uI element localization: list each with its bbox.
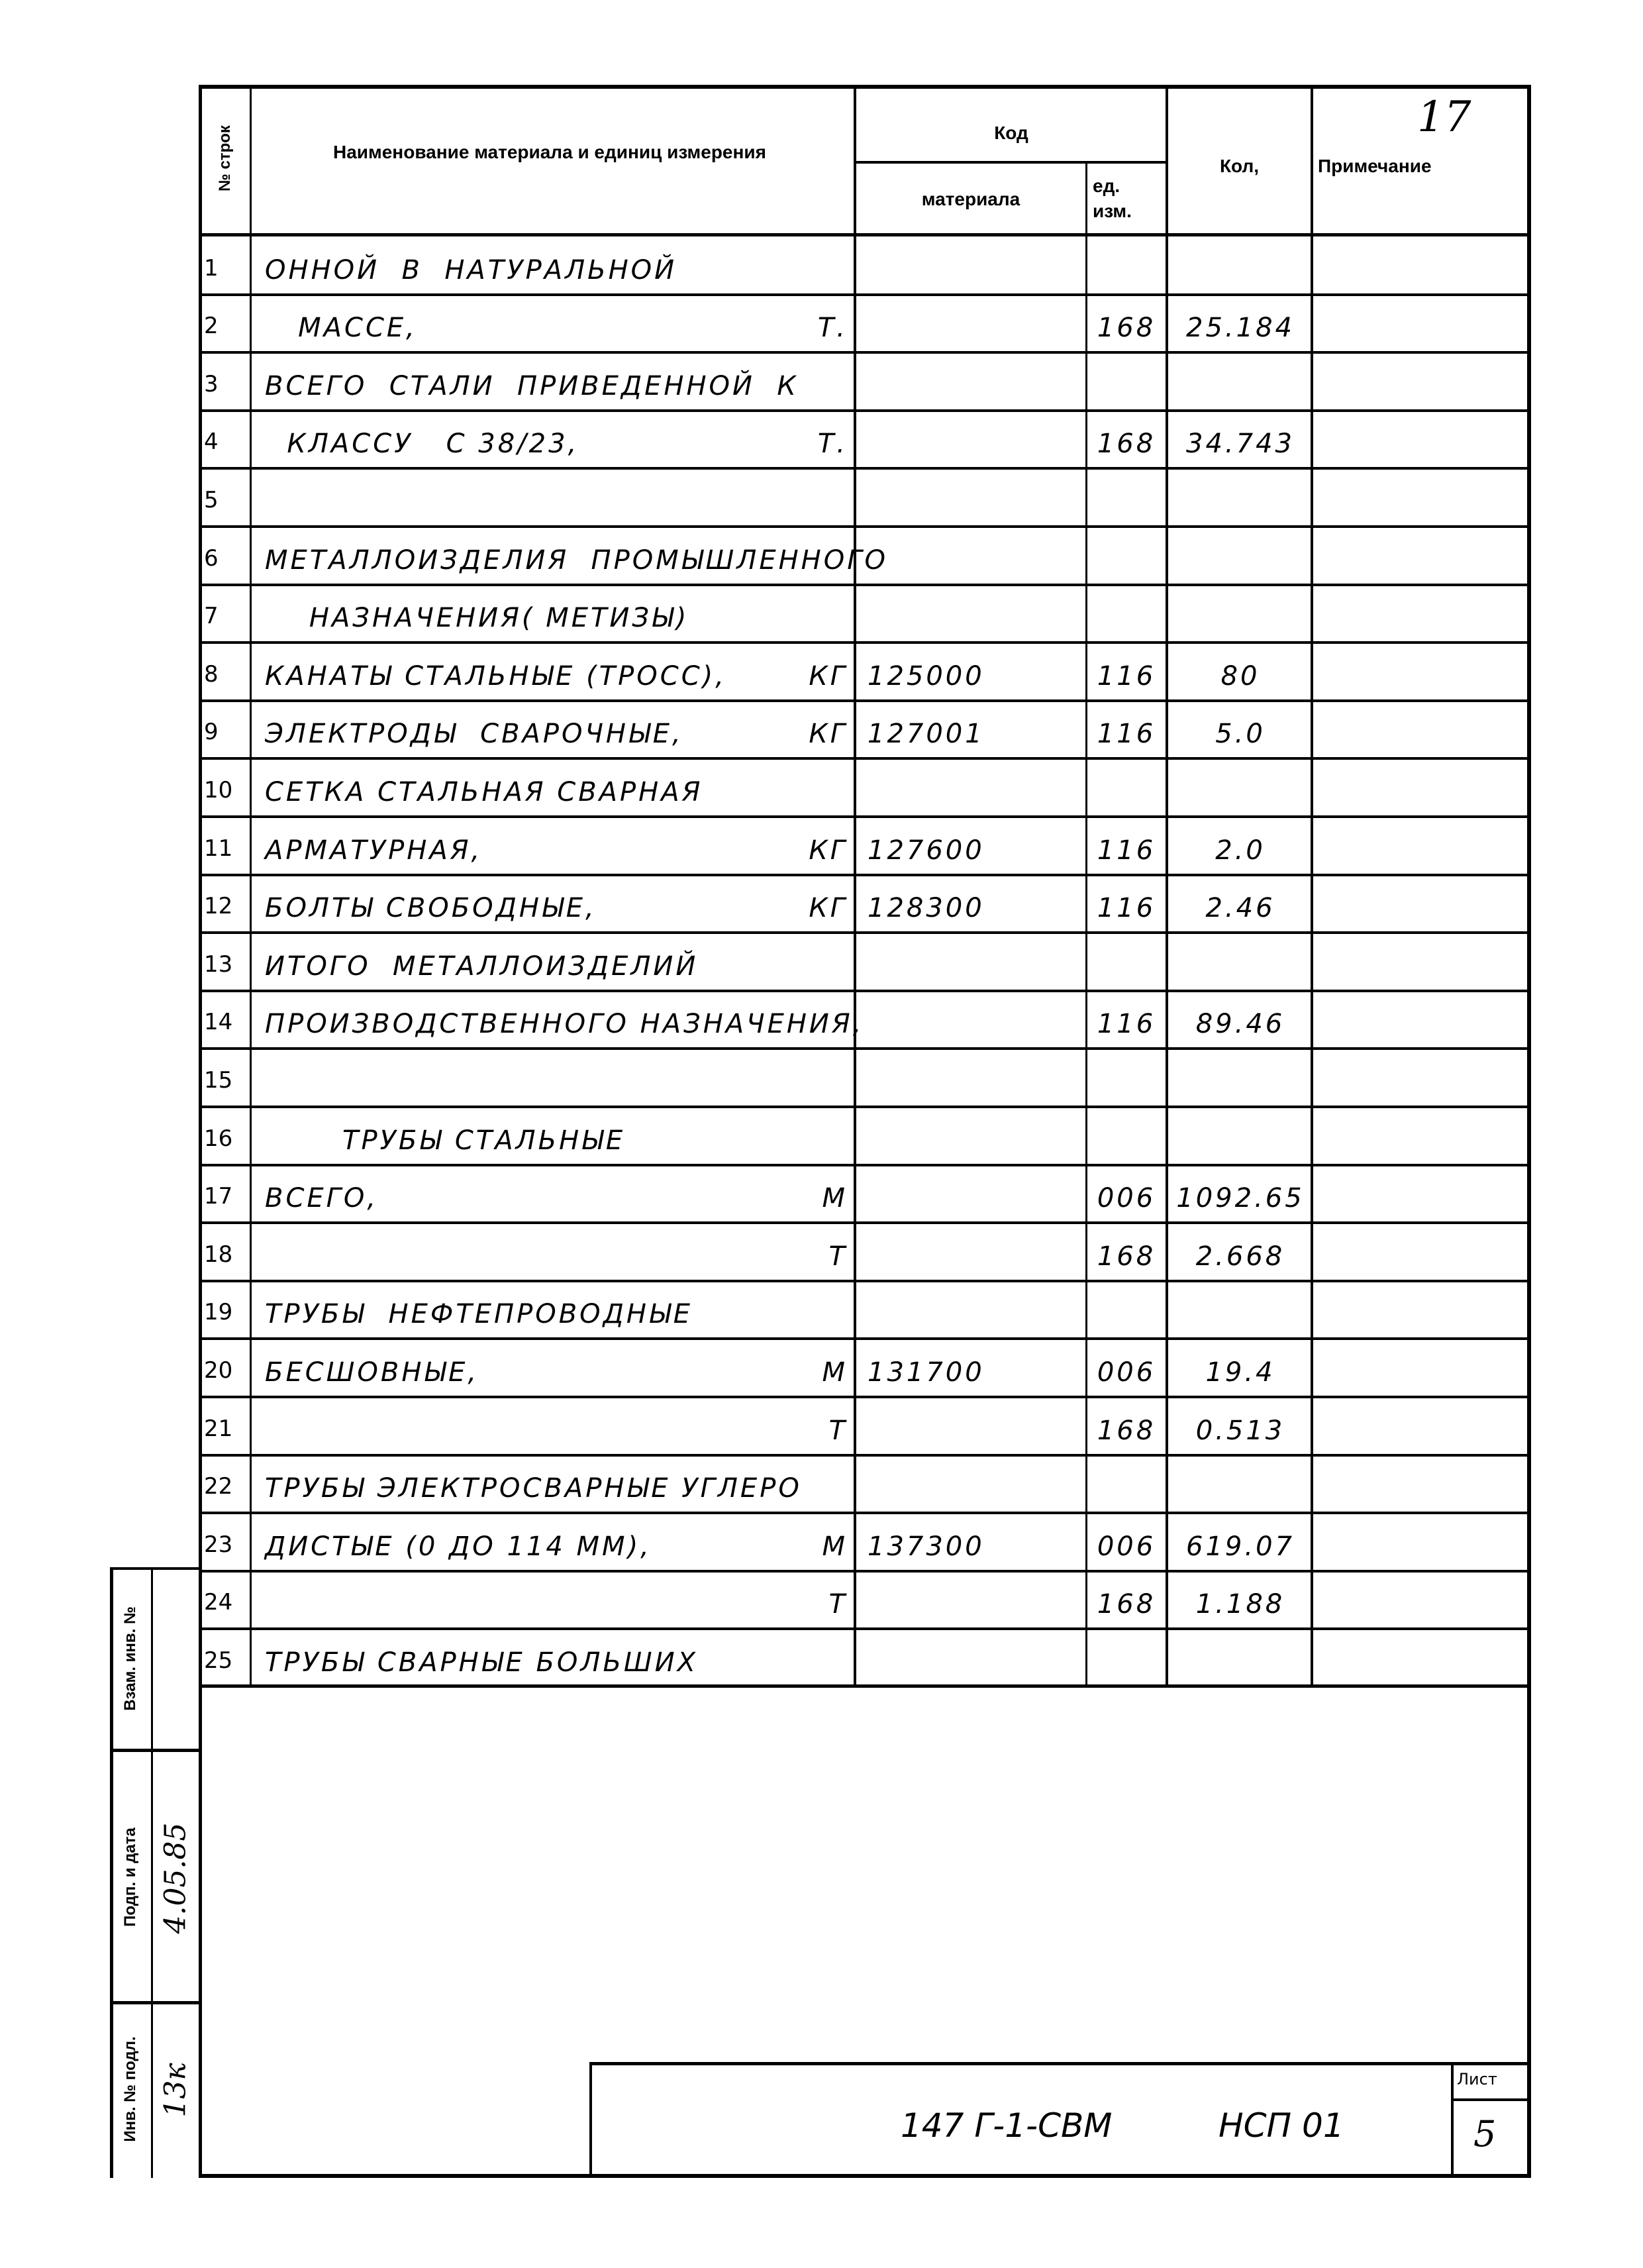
unit-label: Т.	[817, 313, 848, 344]
material-code: 127001	[868, 719, 985, 750]
unit-code: 116	[1097, 719, 1156, 750]
row-divider	[199, 641, 1531, 644]
material-name: БОЛТЫ СВОБОДНЫЕ,	[265, 893, 597, 924]
row-number: 17	[204, 1183, 233, 1210]
quantity: 2.668	[1195, 1241, 1285, 1272]
unit-label: КГ	[809, 660, 848, 692]
material-name: ЭЛЕКТРОДЫ СВАРОЧНЫЕ,	[265, 719, 683, 750]
table-row	[0, 1337, 1643, 1396]
table-row	[0, 525, 1643, 584]
unit-label: КГ	[809, 835, 848, 866]
stamp-divider	[110, 2001, 200, 2004]
stamp-replace-inv-label: Взам. инв. №	[121, 1606, 139, 1711]
material-name: СЕТКА СТАЛЬНАЯ СВАРНАЯ	[265, 776, 703, 807]
row-number: 9	[204, 719, 219, 746]
row-divider	[199, 990, 1531, 992]
header-note: Примечание	[1318, 156, 1432, 176]
sheet-box-divider	[1451, 2098, 1530, 2101]
sheet-number: 5	[1473, 2113, 1497, 2155]
row-number: 13	[204, 951, 233, 978]
unit-code: 116	[1097, 660, 1156, 692]
row-number: 4	[204, 429, 219, 456]
header-code-material: материала	[921, 189, 1021, 209]
table-row	[0, 815, 1643, 874]
sheet-label: Лист	[1457, 2070, 1497, 2088]
title-block-left	[589, 2062, 592, 2176]
unit-code: 116	[1097, 893, 1156, 924]
material-name: ТРУБЫ НЕФТЕПРОВОДНЫЕ	[265, 1299, 693, 1330]
row-divider	[199, 874, 1531, 876]
quantity: 89.46	[1195, 1009, 1285, 1040]
unit-label: Т	[828, 1241, 848, 1272]
table-row	[0, 1164, 1643, 1222]
unit-label: М	[822, 1357, 848, 1388]
table-row	[0, 1627, 1643, 1686]
table-row	[0, 874, 1643, 932]
doc-volume: НСП 01	[1219, 2106, 1344, 2145]
row-number: 19	[204, 1299, 233, 1326]
material-code: 128300	[868, 893, 985, 924]
row-divider	[199, 293, 1531, 296]
row-number: 2	[204, 313, 219, 340]
row-divider	[199, 931, 1531, 934]
table-row	[0, 699, 1643, 758]
sheet-box-left	[1451, 2062, 1454, 2176]
row-divider	[199, 1164, 1531, 1166]
unit-label: КГ	[809, 719, 848, 750]
stamp-top	[110, 1567, 200, 1570]
quantity: 0.513	[1195, 1415, 1285, 1446]
row-divider	[199, 1047, 1531, 1050]
row-number: 11	[204, 835, 233, 862]
row-divider	[199, 1512, 1531, 1514]
material-name: КАНАТЫ СТАЛЬНЫЕ (ТРОСС),	[265, 660, 726, 692]
unit-code: 006	[1097, 1183, 1156, 1214]
quantity: 5.0	[1215, 719, 1266, 750]
row-divider	[199, 1280, 1531, 1282]
row-divider	[199, 757, 1531, 760]
row-divider	[199, 525, 1531, 528]
quantity: 1092.65	[1176, 1183, 1305, 1214]
quantity: 2.46	[1205, 893, 1275, 924]
stamp-inv-orig-label: Инв. № подл.	[121, 2036, 139, 2142]
unit-label: КГ	[809, 893, 848, 924]
table-row	[0, 757, 1643, 815]
table-row	[0, 1570, 1643, 1628]
material-name: ТРУБЫ СТАЛЬНЫЕ	[265, 1125, 626, 1156]
stamp-divider	[110, 1749, 200, 1752]
row-number: 20	[204, 1357, 233, 1384]
unit-label: М	[822, 1183, 848, 1214]
material-name: ВСЕГО СТАЛИ ПРИВЕДЕННОЙ К	[265, 370, 799, 401]
row-number: 22	[204, 1473, 233, 1500]
material-name: ВСЕГО,	[265, 1183, 379, 1214]
material-code: 127600	[868, 835, 985, 866]
row-number: 1	[204, 254, 219, 282]
table-row	[0, 1396, 1643, 1454]
row-divider	[199, 1221, 1531, 1224]
material-name: ДИСТЫЕ (0 ДО 114 ММ),	[265, 1531, 652, 1562]
row-number: 16	[204, 1125, 233, 1152]
unit-label: М	[822, 1531, 848, 1562]
material-name: ИТОГО МЕТАЛЛОИЗДЕЛИЙ	[265, 951, 699, 982]
code-subheader-line	[854, 161, 1167, 164]
table-row	[0, 931, 1643, 990]
header-code: Код	[994, 123, 1028, 143]
doc-code: 147 Г-1-СВМ	[901, 2106, 1113, 2145]
quantity: 25.184	[1186, 313, 1295, 344]
quantity: 19.4	[1205, 1357, 1275, 1388]
material-name: НАЗНАЧЕНИЯ( МЕТИЗЫ)	[265, 603, 689, 634]
material-code: 131700	[868, 1357, 985, 1388]
row-number: 15	[204, 1066, 233, 1094]
table-row	[0, 235, 1643, 293]
row-divider	[199, 467, 1531, 470]
row-divider	[199, 351, 1531, 354]
material-name: ТРУБЫ СВАРНЫЕ БОЛЬШИХ	[265, 1647, 699, 1678]
table-row	[0, 1512, 1643, 1570]
material-name: АРМАТУРНАЯ,	[265, 835, 483, 866]
row-number: 7	[204, 603, 219, 630]
unit-code: 168	[1097, 1241, 1156, 1272]
table-row	[0, 1047, 1643, 1106]
material-name: ТРУБЫ ЭЛЕКТРОСВАРНЫЕ УГЛЕРО	[265, 1473, 802, 1504]
unit-code: 116	[1097, 835, 1156, 866]
table-top-border	[199, 85, 1531, 89]
row-divider	[199, 584, 1531, 586]
row-divider	[199, 815, 1531, 818]
stamp-sign-date-value: 4.05.85	[158, 1822, 193, 1934]
unit-code: 168	[1097, 313, 1156, 344]
stamp-border	[110, 1567, 113, 2178]
stamp-inv-orig-value: 13к	[158, 2063, 193, 2118]
quantity: 619.07	[1186, 1531, 1295, 1562]
material-code: 125000	[868, 660, 985, 692]
table-row	[0, 293, 1643, 352]
row-divider	[199, 699, 1531, 702]
unit-code: 116	[1097, 1009, 1156, 1040]
row-number: 14	[204, 1009, 233, 1036]
page-bottom-border	[199, 2174, 1531, 2178]
material-name: КЛАССУ С 38/23,	[265, 429, 579, 460]
unit-code: 006	[1097, 1357, 1156, 1388]
row-divider	[199, 1106, 1531, 1108]
quantity: 2.0	[1215, 835, 1266, 866]
row-number: 23	[204, 1531, 233, 1558]
table-row	[0, 1280, 1643, 1338]
table-row	[0, 990, 1643, 1048]
header-row-no: № строк	[216, 125, 234, 191]
row-number: 3	[204, 370, 219, 397]
quantity: 80	[1220, 660, 1260, 692]
table-row	[0, 467, 1643, 525]
table-row	[0, 351, 1643, 409]
row-divider	[199, 1454, 1531, 1457]
row-number: 18	[204, 1241, 233, 1268]
material-name: ПРОИЗВОДСТВЕННОГО НАЗНАЧЕНИЯ,	[265, 1009, 864, 1040]
table-row	[0, 1106, 1643, 1164]
row-number: 24	[204, 1589, 233, 1616]
row-divider	[199, 1570, 1531, 1572]
row-divider	[199, 1396, 1531, 1398]
table-row	[0, 409, 1643, 468]
material-code: 137300	[868, 1531, 985, 1562]
row-number: 25	[204, 1647, 233, 1674]
stamp-divider	[151, 1567, 153, 2178]
unit-code: 168	[1097, 1415, 1156, 1446]
material-name: МАССЕ,	[265, 313, 417, 344]
table-row	[0, 641, 1643, 699]
unit-code: 006	[1097, 1531, 1156, 1562]
row-number: 5	[204, 486, 219, 513]
table-row	[0, 584, 1643, 642]
table-row	[0, 1221, 1643, 1280]
header-qty: Кол,	[1219, 156, 1260, 176]
unit-label: Т	[828, 1415, 848, 1446]
row-divider	[199, 1337, 1531, 1340]
header-code-unit: ед. изм.	[1093, 176, 1132, 221]
unit-label: Т	[828, 1589, 848, 1620]
table-row	[0, 1454, 1643, 1512]
material-name: БЕСШОВНЫЕ,	[265, 1357, 479, 1388]
row-divider	[199, 1627, 1531, 1630]
unit-code: 168	[1097, 429, 1156, 460]
quantity: 1.188	[1195, 1589, 1285, 1620]
material-name: МЕТАЛЛОИЗДЕЛИЯ ПРОМЫШЛЕННОГО	[265, 544, 888, 576]
material-name: ОННОЙ В НАТУРАЛЬНОЙ	[265, 254, 677, 285]
title-block-top	[589, 2062, 1531, 2065]
unit-label: Т.	[817, 429, 848, 460]
header-name: Наименование материала и единиц измерения	[333, 142, 766, 162]
row-number: 6	[204, 544, 219, 572]
row-number: 8	[204, 660, 219, 688]
page-mark: 17	[1417, 93, 1471, 142]
row-number: 10	[204, 776, 233, 803]
unit-code: 168	[1097, 1589, 1156, 1620]
row-number: 12	[204, 893, 233, 920]
row-number: 21	[204, 1415, 233, 1442]
row-divider	[199, 409, 1531, 412]
stamp-sign-date-label: Подп. и дата	[121, 1828, 139, 1927]
quantity: 34.743	[1186, 429, 1295, 460]
